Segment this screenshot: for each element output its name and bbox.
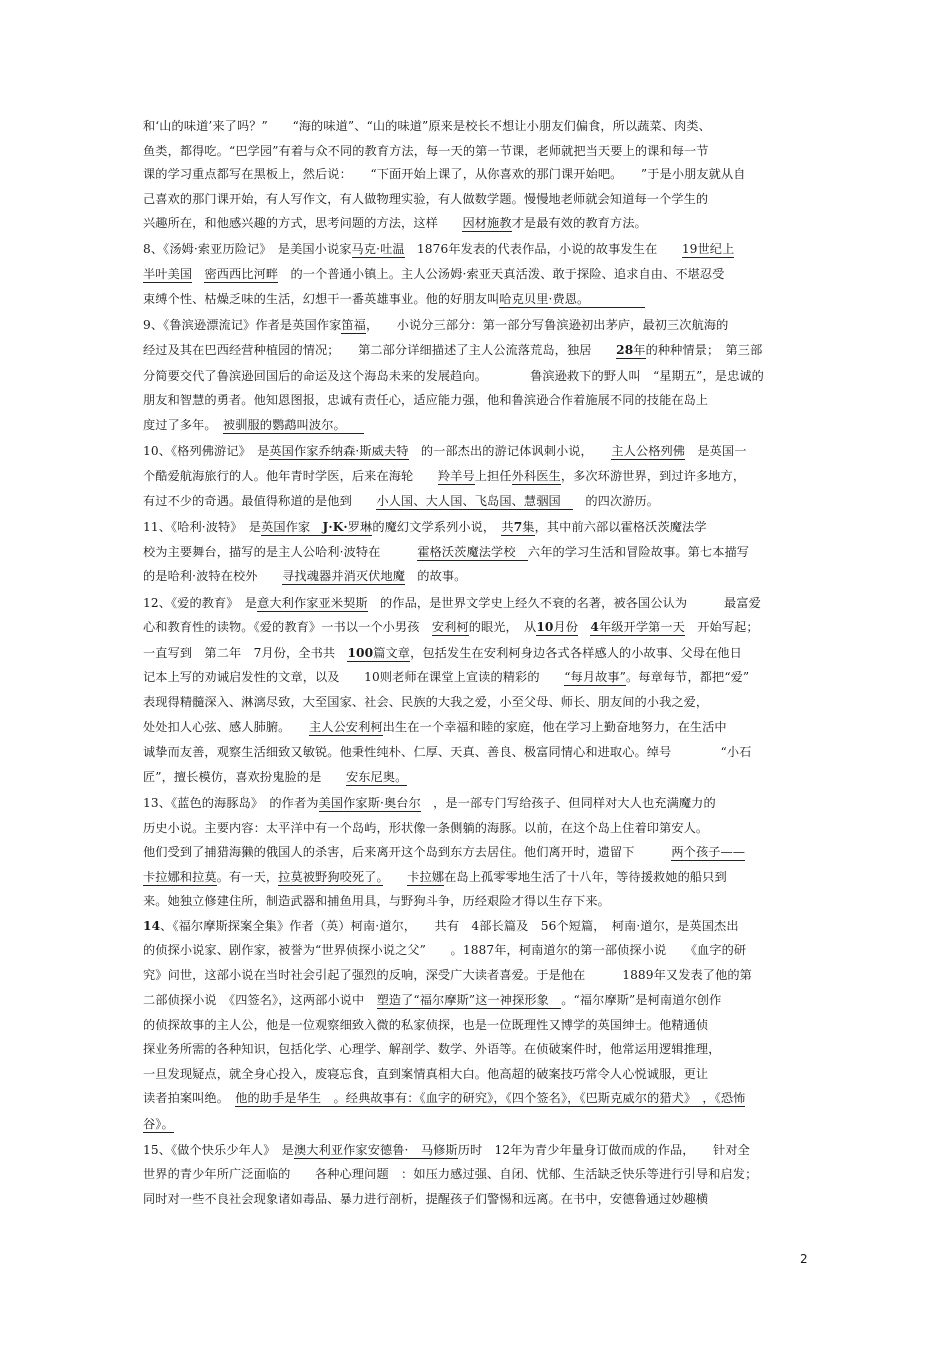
answer-blank: 两个孩子——: [671, 845, 746, 859]
text-segment: 14: [143, 919, 161, 933]
text-segment: 上担任: [474, 469, 512, 483]
text-segment: 匠”，擅长模仿，喜欢扮鬼脸的是: [143, 770, 346, 784]
text-segment: 13、《蓝色的海豚岛》 的作者为: [143, 796, 319, 810]
answer-blank: 哈克贝里·费恩。: [499, 292, 645, 306]
text-line: [143, 291, 645, 307]
answer-blank: “每月故事”: [564, 670, 627, 684]
answer-blank: 马克·吐温: [351, 242, 405, 256]
text-line: [143, 820, 708, 836]
text-line: [143, 519, 707, 535]
text-segment: 9、《鲁滨逊漂流记》作者是英国作家: [143, 318, 342, 332]
text-line: [143, 1166, 757, 1182]
text-segment: 出生在一个幸福和睦的家庭，他在学习上勤奋地努力，在生活中: [382, 720, 727, 734]
text-segment: 他们受到了捕猎海獭的俄国人的杀害，后来离开这个岛到东方去居住。他们离开时，遗留下: [143, 845, 672, 859]
text-segment: ，包括发生在安利柯身边各式各样感人的小故事、父母在他日: [410, 646, 742, 660]
text-segment: 六年的学习生活和冒险故事。第七本描写: [527, 545, 750, 559]
answer-blank: 卡拉娜和拉莫: [143, 870, 217, 884]
text-segment: 心和教育性的读物。《爱的教育》一书以一个小男孩: [143, 620, 432, 634]
text-segment: 己喜欢的那门课开始，有人写作文，有人做物理实验，有人做数学题。慢慢地老师就会知道每一个学生的: [143, 192, 709, 206]
text-line: [143, 795, 716, 811]
page-number: 2: [800, 1252, 808, 1266]
text-segment: 、《福尔摩斯探案全集》作者（英）柯南·道尔， 共有 4部长篇及 56个短篇， 柯南·道尔，是英国杰出: [160, 919, 739, 933]
text-segment: 表现得精髓深入、淋漓尽致，大至国家、社会、民族的大我之爱，小至父母、师长、朋友间的小我之爱，: [143, 695, 709, 709]
text-segment: 记本上写的劝诫启发性的文章，以及 10则老师在课堂上宣读的精彩的: [143, 670, 565, 684]
answer-blank: 英国作家乔纳森·斯威夫特: [269, 444, 409, 458]
text-line: [143, 645, 742, 661]
text-segment: 度过了多年。: [143, 418, 223, 432]
text-line: [143, 368, 764, 384]
text-segment: 兴趣所在，和他感兴趣的方式，思考问题的方法，这样: [143, 216, 463, 230]
text-segment: 一直写到 第二年 7月份，全书共: [143, 646, 348, 660]
text-segment: 的一部杰出的游记体讽刺小说，: [408, 444, 612, 458]
text-line: [143, 694, 708, 710]
answer-blank: 年级开学第一天: [598, 620, 685, 634]
text-segment: 1876年发表的代表作品，小说的故事发生在: [404, 242, 682, 256]
text-segment: 的侦探小说家、剧作家，被誉为“世界侦探小说之父” 。1887年，柯南道尔的第一部侦探小说 《血字的研: [143, 943, 747, 957]
text-segment: 二部侦探小说 《四签名》，这两部小说中: [143, 993, 377, 1007]
answer-blank: 外科医生: [511, 469, 561, 483]
text-segment: 朋友和智慧的勇者。他知恩图报，忠诚有责任心，适应能力强，他和鲁滨逊合作着施展不同的技能在岛上: [143, 393, 709, 407]
text-line: [143, 918, 739, 934]
text-line: [143, 143, 709, 159]
text-segment: 经过及其在巴西经营种植园的情况； 第二部分详细描述了主人公流落荒岛，独居: [143, 343, 617, 357]
answer-blank: 7: [513, 520, 523, 534]
text-segment: 读者拍案叫绝。: [143, 1091, 236, 1105]
answer-blank: 集: [522, 520, 535, 534]
text-line: [143, 844, 745, 860]
text-segment: ， 小说分三部分：第一部分写鲁滨逊初出茅庐，最初三次航海的: [365, 318, 729, 332]
text-line: [143, 544, 749, 560]
text-segment: 个酷爱航海旅行的人。他年青时学医，后来在海轮: [143, 469, 438, 483]
text-line: [143, 342, 762, 358]
answer-blank: 篇文章: [373, 646, 411, 660]
text-line: [143, 744, 751, 760]
text-segment: 来。她独立修建住所，制造武器和捕鱼用具，与野狗斗争，历经艰险才得以生存下来。: [143, 894, 610, 908]
answer-blank: 塑造了“福尔摩斯”这一神探形象: [376, 993, 562, 1007]
text-line: [143, 215, 647, 231]
answer-blank: 主人公格列佛: [611, 444, 686, 458]
text-segment: 和‘山的味道’来了吗？” “海的味道”、“山的味道”原来是校长不想让小朋友们偏食，所以蔬菜、肉类、: [143, 119, 711, 133]
answer-blank: 被驯服的鹦鹉叫波尔。: [222, 418, 365, 432]
text-segment: ，是一部专门写给孩子、但同样对大人也充满魔力的: [420, 796, 716, 810]
answer-blank: 笛福: [341, 318, 366, 332]
answer-blank: 半叶美国: [143, 267, 193, 281]
text-line: [143, 191, 708, 207]
answer-blank: 月份: [553, 620, 579, 634]
text-segment: 有过不少的奇遇。最值得称道的是他到: [143, 494, 377, 508]
text-segment: 11、《哈利·波特》 是: [143, 520, 262, 534]
answer-blank: 羚羊号: [437, 469, 475, 483]
answer-blank: 谷》。: [143, 1117, 174, 1131]
answer-blank: 霍格沃茨魔法学校: [417, 545, 528, 559]
text-segment: [578, 620, 590, 634]
text-segment: 诚挚而友善，观察生活细致又敏锐。他秉性纯朴、仁厚、天真、善良、极富同情心和进取心。绰号 “小石: [143, 745, 752, 759]
answer-blank: 安东尼奥。: [345, 770, 408, 784]
text-line: [143, 992, 721, 1008]
answer-blank: 共: [501, 520, 514, 534]
answer-blank: 主人公安利柯: [308, 720, 383, 734]
text-segment: 探业务所需的各种知识，包括化学、心理学、解剖学、数学、外语等。在侦破案件时，他常运用逻辑推理，: [143, 1042, 721, 1056]
answer-blank: 意大利作家亚米契斯: [257, 596, 368, 610]
answer-blank: 澳大利亚作家安德鲁· 马修斯: [293, 1143, 458, 1157]
text-segment: 鱼类，都得吃。“巴学园”有着与众不同的教育方法，每一天的第一节课，老师就把当天要上的课和每一节: [143, 144, 709, 158]
text-line: [143, 942, 746, 958]
text-line: [143, 241, 734, 257]
text-segment: 的作品，是世界文学史上经久不衰的名著，被各国公认为 最富爱: [367, 596, 761, 610]
text-line: [143, 669, 749, 685]
text-line: [143, 619, 759, 635]
text-segment: 束缚个性、枯燥乏味的生活，幻想干一番英雄事业。他的好朋友叫: [143, 292, 500, 306]
answer-blank: 罗琳: [347, 520, 373, 534]
text-segment: 8、《汤姆·索亚历险记》 是美国小说家: [143, 242, 352, 256]
text-segment: 的种种情景； 第三部: [645, 343, 763, 357]
text-line: [143, 1090, 745, 1106]
text-segment: 课的学习重点都写在黑板上，然后说： “下面开始上课了，从你喜欢的那门课开始吧。 ”于是小朋友就从自: [143, 167, 746, 181]
text-segment: [383, 870, 408, 884]
answer-blank: 100: [347, 646, 374, 660]
text-line: [143, 1017, 708, 1033]
text-segment: 12、《爱的教育》 是: [143, 596, 258, 610]
text-line: [143, 595, 761, 611]
text-line: [143, 568, 466, 584]
text-segment: 历史小说。主要内容：太平洋中有一个岛屿，形状像一条侧躺的海豚。以前，在这个岛上住着印第安人。: [143, 821, 709, 835]
text-line: [143, 317, 728, 333]
answer-blank: J·K·: [322, 520, 348, 534]
text-line: [143, 1116, 174, 1132]
text-segment: 10、《格列佛游记》 是: [143, 444, 270, 458]
text-segment: ，多次环游世界，到过许多地方，: [560, 469, 746, 483]
text-segment: 一旦发现疑点，就全身心投入，废寝忘食，直到案情真相大白。他高超的破案技巧常令人心悦诚服，更让: [143, 1067, 709, 1081]
text-segment: 世界的青少年所广泛面临的 各种心理问题 ：如压力感过强、自闭、忧郁、生活缺乏快乐等进行引导和启发；: [143, 1167, 758, 1181]
answer-blank: 美国作家斯·奥台尔: [318, 796, 421, 810]
answer-blank: 4: [590, 620, 599, 634]
text-segment: 的侦探故事的主人公，他是一位观察细致入微的私家侦探，也是一位既理性又博学的英国绅士。他精通侦: [143, 1018, 709, 1032]
text-line: [143, 869, 727, 885]
text-line: [143, 967, 752, 983]
answer-blank: 寻找魂器并消灭伏地魔: [282, 569, 406, 583]
text-segment: ，其中前六部以霍格沃茨魔法学: [534, 520, 707, 534]
text-segment: 校为主要舞台，描写的是主人公哈利·波特在: [143, 545, 418, 559]
text-segment: 历时 12年为青少年量身订做而成的作品， 针对全: [457, 1143, 750, 1157]
text-segment: 的是哈利·波特在校外: [143, 569, 283, 583]
text-line: [143, 118, 711, 134]
text-line: [143, 493, 659, 509]
text-segment: 的眼光， 从: [468, 620, 537, 634]
text-segment: 才是最有效的教育方法。: [511, 216, 647, 230]
text-line: [143, 1142, 750, 1158]
text-segment: 的故事。: [405, 569, 467, 583]
text-line: [143, 166, 746, 182]
answer-blank: 他的助手是华生: [235, 1091, 322, 1105]
text-segment: 15、《做个快乐少年人》 是: [143, 1143, 294, 1157]
text-segment: 的四次游历。: [573, 494, 660, 508]
text-segment: [192, 267, 204, 281]
text-segment: 的魔幻文学系列小说，: [372, 520, 502, 534]
text-line: [143, 1041, 721, 1057]
answer-blank: 年: [633, 343, 646, 357]
text-segment: 处处扣人心弦、感人肺腑。: [143, 720, 309, 734]
text-line: [143, 719, 727, 735]
text-line: [143, 893, 610, 909]
text-segment: 分简要交代了鲁滨逊回国后的命运及这个海岛未来的发展趋向。 鲁滨逊救下的野人叫 “星期五”，是忠诚的: [143, 369, 764, 383]
text-line: [143, 468, 745, 484]
answer-blank: 拉莫被野狗咬死了。: [278, 870, 383, 884]
answer-blank: 英国作家: [261, 520, 323, 534]
text-segment: 究》问世，这部小说在当时社会引起了强烈的反响，深受广大读者喜爱。于是他在 1889年又发表了他的第: [143, 968, 752, 982]
text-segment: 。有一天，: [216, 870, 279, 884]
answer-blank: 卡拉娜: [407, 870, 445, 884]
text-segment: 的一个普通小镇上。主人公汤姆·索亚天真活泼、敢于探险、追求自由、不堪忍受: [278, 267, 725, 281]
text-line: [143, 443, 747, 459]
answer-blank: 。经典故事有：《血字的研究》，《四个签名》，《巴斯克威尔的猎犬》 ，《恐怖: [321, 1091, 746, 1105]
answer-blank: 19世纪上: [681, 242, 735, 256]
text-segment: 开始写起；: [684, 620, 759, 634]
text-line: [143, 769, 407, 785]
text-segment: 。每章每节，都把“爱”: [626, 670, 750, 684]
answer-blank: 小人国、大人国、飞岛国、慧骃国: [376, 494, 574, 508]
text-segment: 是英国一: [685, 444, 747, 458]
text-line: [143, 392, 708, 408]
answer-blank: 密西西比河畔: [204, 267, 279, 281]
answer-blank: 28: [616, 343, 634, 357]
text-line: [143, 266, 725, 282]
text-line: [143, 1066, 708, 1082]
text-segment: 同时对一些不良社会现象诸如毒品、暴力进行剖析，提醒孩子们警惕和远离。在书中，安德鲁通过妙趣横: [143, 1192, 709, 1206]
answer-blank: 因材施教: [462, 216, 512, 230]
answer-blank: 10: [536, 620, 554, 634]
text-segment: 在岛上孤零零地生活了十八年，等待援救她的船只到: [444, 870, 727, 884]
text-segment: 。“福尔摩斯”是柯南道尔创作: [561, 993, 722, 1007]
text-line: [143, 1191, 708, 1207]
answer-blank: 安利柯: [431, 620, 469, 634]
text-line: [143, 417, 364, 433]
